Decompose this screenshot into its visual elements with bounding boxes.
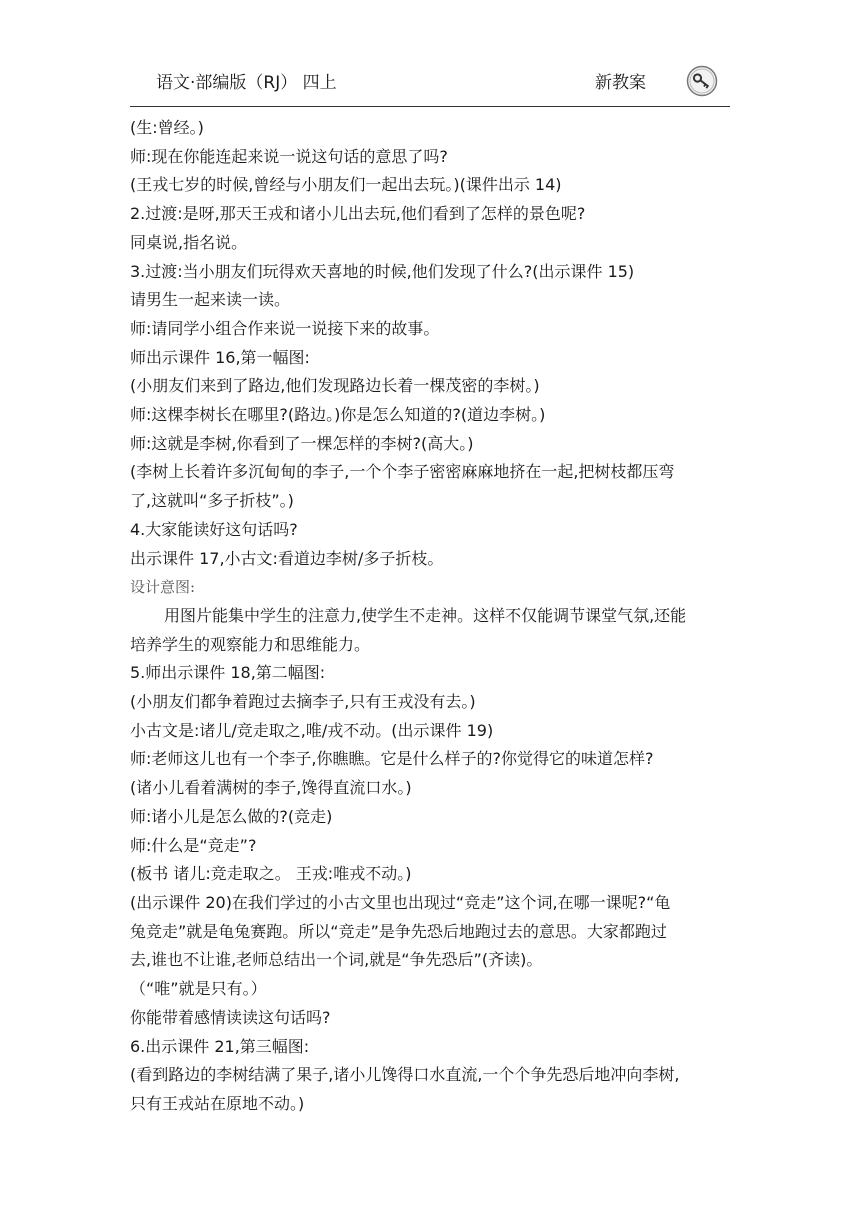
text-line: (看到路边的李树结满了果子,诸小儿馋得口水直流,一个个争先恐后地冲向李树,: [130, 1065, 680, 1085]
key-icon: [686, 65, 718, 97]
text-line: 出示课件 17,小古文:看道边李树/多子折枝。: [130, 548, 444, 568]
text-line: (李树上长着许多沉甸甸的李子,一个个李子密密麻麻地挤在一起,把树枝都压弯: [130, 462, 675, 482]
text-line: 培养学生的观察能力和思维能力。: [130, 634, 371, 654]
text-line: 去,谁也不让谁,老师总结出一个词,就是“争先恐后”(齐读)。: [130, 950, 543, 970]
text-line: 只有王戎站在原地不动。): [130, 1093, 305, 1113]
text-line: 你能带着感情读读这句话吗?: [130, 1007, 331, 1027]
lesson-content: [130, 114, 730, 1119]
text-line: 用图片能集中学生的注意力,使学生不走神。这样不仅能调节课堂气氛,还能: [164, 605, 687, 625]
text-line: 师出示课件 16,第一幅图:: [130, 347, 310, 367]
text-line: 师:老师这儿也有一个李子,你瞧瞧。它是什么样子的?你觉得它的味道怎样?: [130, 749, 654, 769]
text-line: 5.师出示课件 18,第二幅图:: [130, 663, 326, 683]
text-line: (生:曾经。): [130, 118, 204, 137]
text-line: （“唯”就是只有。）: [130, 979, 267, 999]
header-subject: 语文·部编版（RJ） 四上: [156, 73, 337, 93]
text-line: (出示课件 20)在我们学过的小古文里也出现过“竞走”这个词,在哪一课呢?“龟: [130, 892, 671, 912]
text-line: 师:这就是李树,你看到了一棵怎样的李树?(高大。): [130, 433, 474, 453]
text-line: 师:请同学小组合作来说一说接下来的故事。: [130, 318, 440, 338]
text-line: 了,这就叫“多子折枝”。): [130, 491, 294, 511]
text-line: 师:这棵李树长在哪里?(路边。)你是怎么知道的?(道边李树。): [130, 405, 546, 425]
text-line: (诸小儿看着满树的李子,馋得直流口水。): [130, 778, 412, 798]
text-line: 师:诸小儿是怎么做的?(竞走): [130, 806, 333, 826]
text-line: 师:什么是“竞走”?: [130, 835, 257, 855]
page-header: [130, 60, 730, 107]
design-intent-heading: 设计意图:: [130, 578, 196, 597]
text-line: 小古文是:诸儿/竞走取之,唯/戎不动。(出示课件 19): [130, 720, 494, 740]
text-line: (板书 诸儿:竞走取之。 王戎:唯戎不动。): [130, 864, 412, 884]
text-line: 同桌说,指名说。: [130, 232, 248, 252]
text-line: (小朋友们都争着跑过去摘李子,只有王戎没有去。): [130, 692, 476, 712]
text-line: 请男生一起来读一读。: [130, 290, 291, 310]
text-line: 4.大家能读好这句话吗?: [130, 519, 298, 539]
header-title: 新教案: [595, 73, 646, 93]
text-line: 兔竞走”就是龟兔赛跑。所以“竞走”是争先恐后地跑过去的意思。大家都跑过: [130, 921, 667, 941]
text-line: (王戎七岁的时候,曾经与小朋友们一起出去玩。)(课件出示 14): [130, 175, 562, 195]
text-line: 6.出示课件 21,第三幅图:: [130, 1036, 310, 1056]
text-line: 师:现在你能连起来说一说这句话的意思了吗?: [130, 146, 448, 166]
text-line: 3.过渡:当小朋友们玩得欢天喜地的时候,他们发现了什么?(出示课件 15): [130, 261, 635, 281]
text-line: 2.过渡:是呀,那天王戎和诸小儿出去玩,他们看到了怎样的景色呢?: [130, 204, 586, 224]
text-line: (小朋友们来到了路边,他们发现路边长着一棵茂密的李树。): [130, 376, 540, 396]
